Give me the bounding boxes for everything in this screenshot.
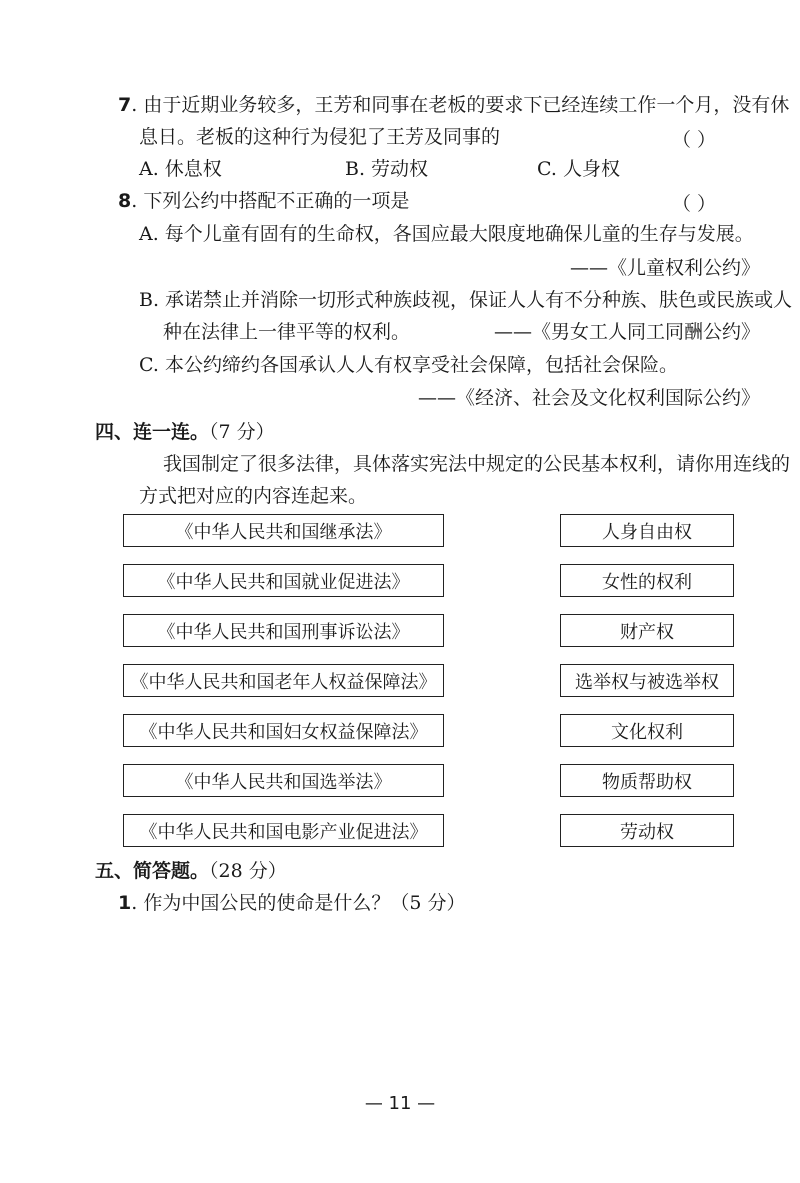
q7-line2: 息日。老板的这种行为侵犯了王芳及同事的 [139,126,501,148]
right-box-labor[interactable]: 劳动权 [560,814,734,847]
q8-number: 8 [118,190,132,212]
law-box-women-rights[interactable]: 《中华人民共和国妇女权益保障法》 [123,714,444,747]
law-box-inheritance[interactable]: 《中华人民共和国继承法》 [123,514,444,547]
q8-option-c[interactable]: C. 本公约缔约各国承认人人有权享受社会保障，包括社会保险。 [139,354,678,376]
right-box-vote[interactable]: 选举权与被选举权 [560,664,734,697]
section5-heading [95,859,287,883]
q7-option-a[interactable]: A. 休息权 [139,158,222,180]
q7-option-b[interactable]: B. 劳动权 [345,158,429,180]
section4-intro-line2: 方式把对应的内容连起来。 [139,485,368,507]
q7-line1: 7. 由于近期业务较多，王芳和同事在老板的要求下已经连续工作一个月，没有休 [118,94,790,116]
q8-answer-paren[interactable]: （ ） [672,193,717,215]
q8-option-b-line2: 种在法律上一律平等的权利。 [163,321,411,343]
right-box-culture[interactable]: 文化权利 [560,714,734,747]
right-box-property[interactable]: 财产权 [560,614,734,647]
law-box-criminal-procedure[interactable]: 《中华人民共和国刑事诉讼法》 [123,614,444,647]
section5-q1: 1. 作为中国公民的使命是什么？（5 分） [118,892,466,914]
section4-title: 四、连一连。 [95,421,210,443]
section4-intro-line1: 我国制定了很多法律，具体落实宪法中规定的公民基本权利，请你用连线的 [163,453,791,475]
page-number: — 11 — [364,1093,436,1114]
law-box-film-industry[interactable]: 《中华人民共和国电影产业促进法》 [123,814,444,847]
law-box-elderly-rights[interactable]: 《中华人民共和国老年人权益保障法》 [123,664,444,697]
q7-number: 7 [118,94,132,116]
q8-stem: 8. 下列公约中搭配不正确的一项是 [118,190,410,212]
right-box-personal-freedom[interactable]: 人身自由权 [560,514,734,547]
law-box-election[interactable]: 《中华人民共和国选举法》 [123,764,444,797]
q8-option-a-source: ——《儿童权利公约》 [569,257,760,279]
right-box-women[interactable]: 女性的权利 [560,564,734,597]
q8-option-c-source: ——《经济、社会及文化权利国际公约》 [417,387,760,409]
q7-answer-paren[interactable]: （ ） [672,129,717,151]
section5-title: 五、简答题。 [95,860,210,882]
section5-score: （28 分） [209,860,287,882]
q7-option-c[interactable]: C. 人身权 [537,158,620,180]
right-box-material-aid[interactable]: 物质帮助权 [560,764,734,797]
q8-option-b[interactable]: B. 承诺禁止并消除一切形式种族歧视，保证人人有不分种族、肤色或民族或人 [139,289,793,311]
q8-option-b-source: ——《男女工人同工同酬公约》 [493,321,760,343]
section5-q1-number: 1 [118,892,132,914]
section4-score: （7 分） [209,421,275,443]
q8-option-a[interactable]: A. 每个儿童有固有的生命权，各国应最大限度地确保儿童的生存与发展。 [139,223,754,245]
section4-heading [95,420,275,444]
law-box-employment[interactable]: 《中华人民共和国就业促进法》 [123,564,444,597]
